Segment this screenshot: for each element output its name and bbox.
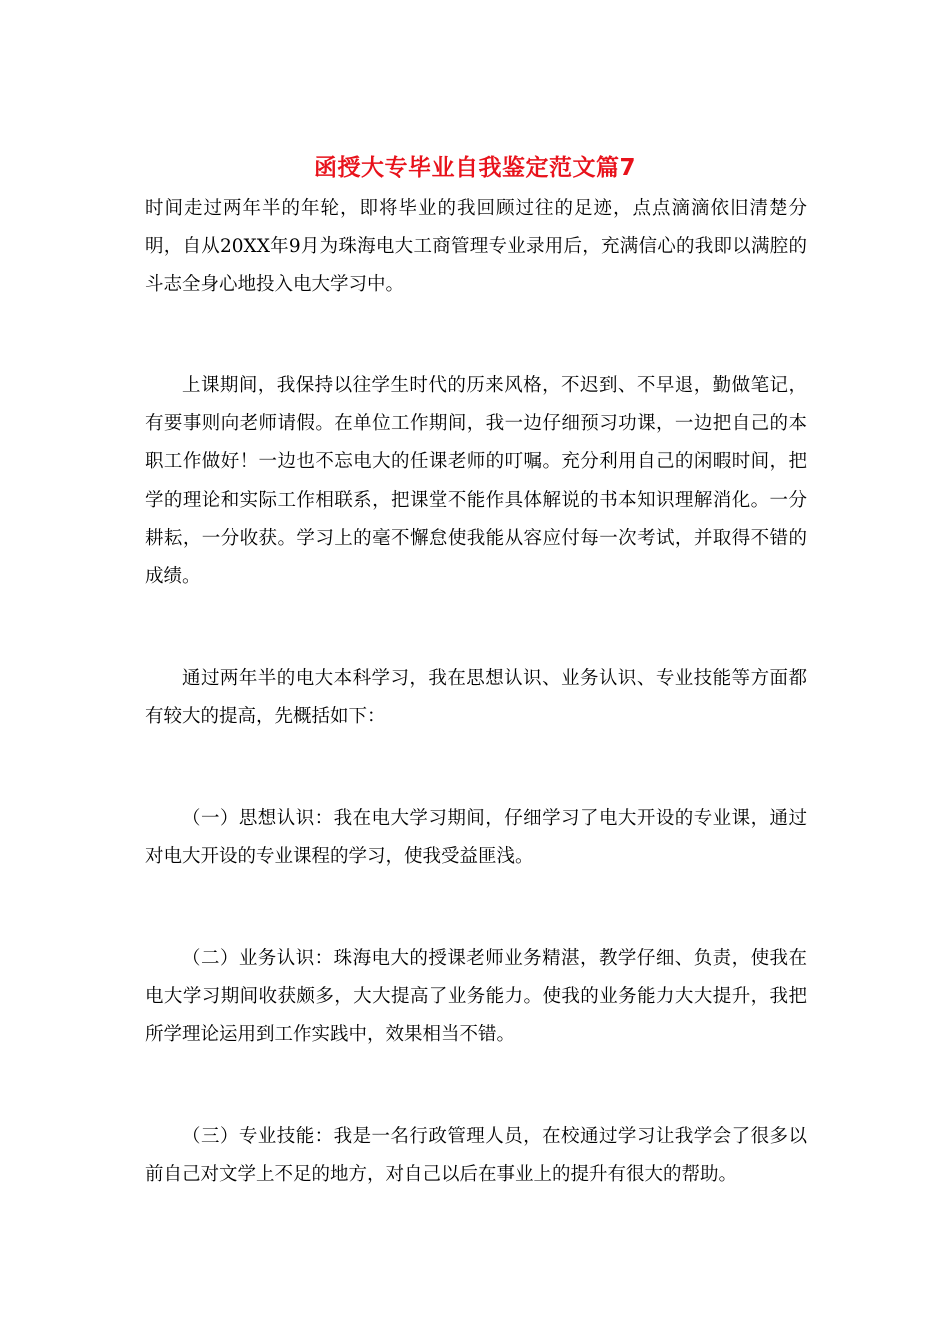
document-title: 函授大专毕业自我鉴定范文篇7 [313,155,636,181]
paragraph-summary: 通过两年半的电大本科学习，我在思想认识、业务认识、专业技能等方面都有较大的提高，先概括如下： [145,668,807,728]
paragraph-business-awareness: （二）业务认识：珠海电大的授课老师业务精湛，教学仔细、负责，使我在电大学习期间收获颇多，大大提高了业务能力。使我的业务能力大大提升，我把所学理论运用到工作实践中，效果相当不错。 [145,948,807,1046]
paragraph-class-period: 上课期间，我保持以往学生时代的历来风格，不迟到、不早退，勤做笔记，有要事则向老师请假。在单位工作期间，我一边仔细预习功课，一边把自己的本职工作做好！一边也不忘电大的任课老师的叮嘱。充分利用自己的闲暇时间，把学的理论和实际工作相联系，把课堂不能作具体解说的书本知识理解消化。一分耕耘，一分收获。学习上的毫不懈怠使我能从容应付每一次考试，并取得不错的成绩。 [145,375,807,588]
paragraph-intro: 时间走过两年半的年轮，即将毕业的我回顾过往的足迹，点点滴滴依旧清楚分明，自从20XX年9月为珠海电大工商管理专业录用后，充满信心的我即以满腔的斗志全身心地投入电大学习中。 [145,198,807,296]
paragraph-professional-skills: （三）专业技能：我是一名行政管理人员，在校通过学习让我学会了很多以前自己对文学上不足的地方，对自己以后在事业上的提升有很大的帮助。 [145,1126,807,1186]
paragraph-ideological-awareness: （一）思想认识：我在电大学习期间，仔细学习了电大开设的专业课，通过对电大开设的专业课程的学习，使我受益匪浅。 [145,808,807,868]
